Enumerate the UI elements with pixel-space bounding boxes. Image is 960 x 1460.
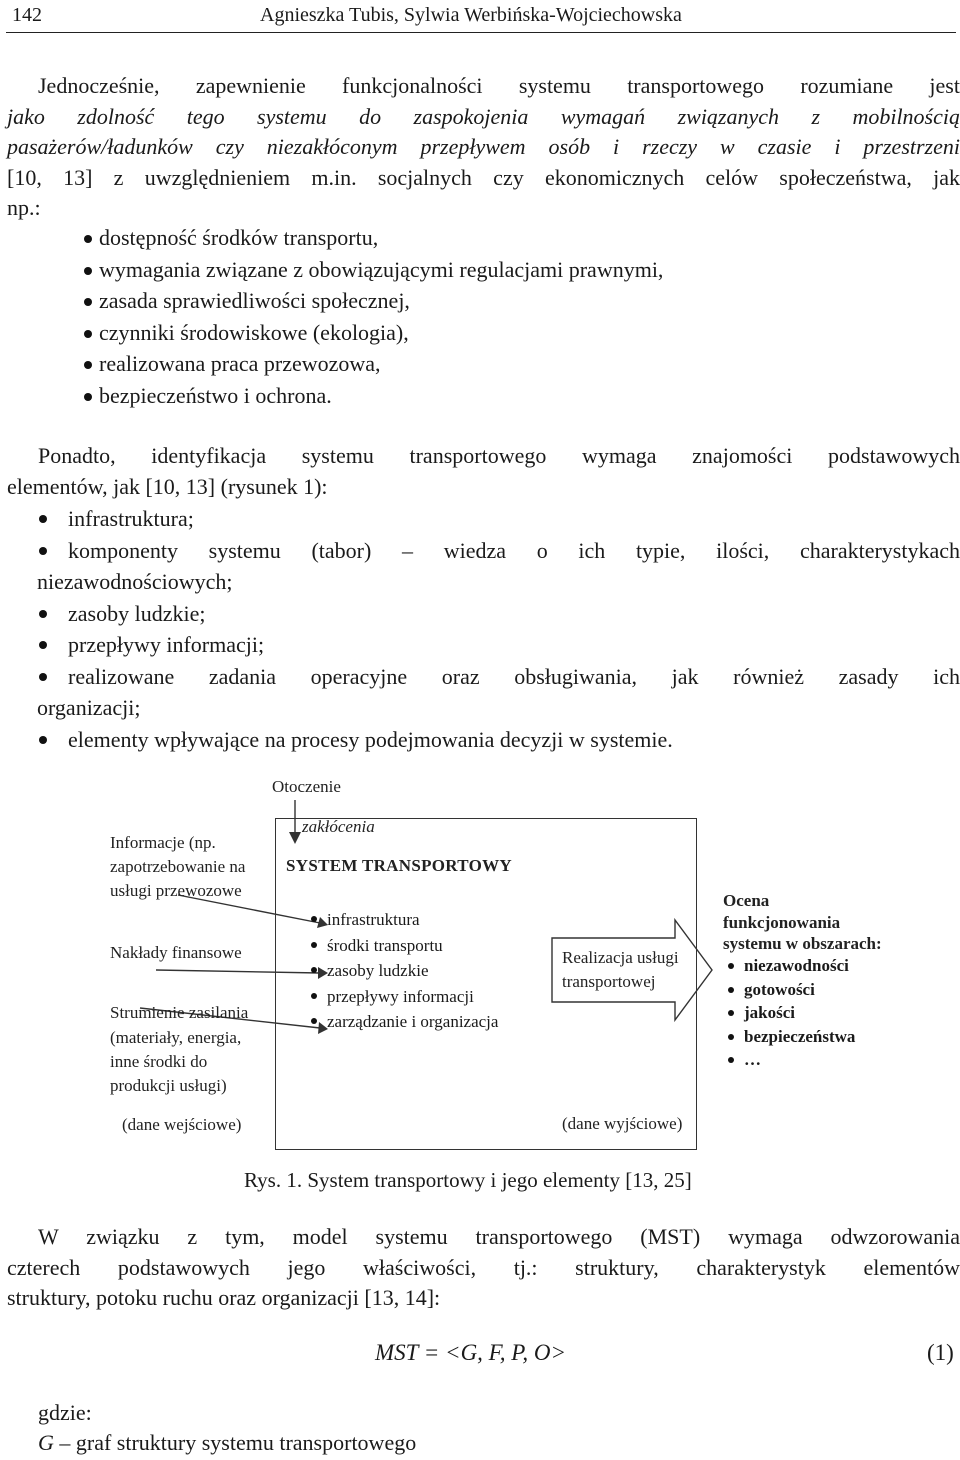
assessment-item: niezawodności (728, 954, 855, 978)
list-item (37, 629, 960, 661)
list-item: czynniki środowiskowe (ekologia), (84, 317, 663, 349)
assessment-title-line: funkcjonowania (723, 913, 841, 932)
input-info-line: zapotrzebowanie na (110, 857, 246, 876)
paragraph-2-line: Ponadto, identyfikacja systemu transportowego wymaga znajomości podstawowych (38, 443, 960, 468)
definition-symbol: G (38, 1430, 54, 1455)
list-item (37, 661, 960, 724)
list-item (37, 724, 960, 756)
assessment-title-line: systemu w obszarach: (723, 934, 882, 953)
environment-label: Otoczenie (272, 777, 341, 796)
elements-list (37, 503, 960, 755)
list-item: wymagania związane z obowiązującymi regulacjami prawnymi, (84, 254, 663, 286)
list-item-text: przepływy informacji; (68, 632, 265, 657)
list-item: realizowana praca przewozowa, (84, 348, 663, 380)
assessment-item: … (728, 1048, 855, 1072)
realization-label-line: transportowej (562, 972, 656, 991)
input-supply-line: inne środki do (110, 1052, 208, 1071)
figure-caption: Rys. 1. System transportowy i jego elementy [13, 25] (244, 1168, 692, 1192)
where-label: gdzie: (38, 1400, 92, 1425)
input-supply-line: Strumienie zasilania (110, 1003, 249, 1022)
assessment-item: gotowości (728, 978, 855, 1002)
running-header-authors: Agnieszka Tubis, Sylwia Werbińska-Wojciechowska (260, 4, 682, 26)
list-item-text: komponenty systemu (tabor) – wiedza o ich typie, ilości, charakterystykach (68, 537, 960, 563)
paragraph-2-line: elementów, jak [10, 13] (rysunek 1): (7, 473, 328, 499)
list-item-continuation: organizacji; (37, 695, 141, 720)
paragraph-1-line: [10, 13] z uwzględnieniem m.in. socjalnych czy ekonomicznych celów społeczeństwa, jak (7, 164, 960, 190)
system-item: zasoby ludzkie (311, 958, 498, 984)
header-rule (6, 32, 956, 33)
list-item (37, 535, 960, 598)
running-header (6, 0, 960, 36)
input-info-line: Informacje (np. (110, 833, 216, 852)
assessment-items (728, 954, 855, 1072)
realization-label-line: Realizacja usługi (562, 948, 679, 967)
list-item: dostępność środków transportu, (84, 222, 663, 254)
system-item: środki transportu (311, 933, 498, 959)
list-item-text: zasoby ludzkie; (68, 600, 206, 626)
formula: MST = <G, F, P, O> (375, 1340, 566, 1365)
paragraph-1-line: np.: (7, 195, 41, 220)
assessment-item: bezpieczeństwa (728, 1025, 855, 1049)
paragraph-1 (7, 71, 960, 224)
paragraph-3-line: W związku z tym, model systemu transportowego (MST) wymaga odwzorowania (38, 1224, 960, 1249)
transport-system-figure (100, 770, 900, 1150)
input-supply-line: (materiały, energia, (110, 1028, 242, 1047)
input-finance: Nakłady finansowe (110, 943, 242, 962)
list-item (37, 598, 960, 630)
assessment-title-line: Ocena (723, 891, 770, 910)
outputs-label: (dane wyjściowe) (562, 1114, 683, 1133)
system-item: infrastruktura (311, 907, 498, 933)
list-item: zasada sprawiedliwości społecznej, (84, 285, 663, 317)
equation-number: (1) (927, 1340, 954, 1365)
list-item-text: elementy wpływające na procesy podejmowania decyzji w systemie. (68, 726, 673, 752)
definition-g (38, 1430, 416, 1456)
list-item-text: realizowane zadania operacyjne oraz obsługiwania, jak również zasady ich (68, 663, 960, 689)
system-item: zarządzanie i organizacja (311, 1009, 498, 1035)
page-number: 142 (12, 4, 42, 26)
paragraph-1-line: Jednocześnie, zapewnienie funkcjonalności systemu transportowego rozumiane jest (38, 73, 960, 98)
system-items (311, 907, 498, 1035)
list-item: bezpieczeństwo i ochrona. (84, 380, 663, 412)
input-supply-line: produkcji usługi) (110, 1076, 227, 1095)
input-info-line: usługi przewozowe (110, 881, 242, 900)
paragraph-3 (7, 1222, 960, 1314)
paragraph-3-line: struktury, potoku ruchu oraz organizacji [13, 14]: (7, 1285, 441, 1310)
paragraph-1-line: jako zdolność tego systemu do zaspokojenia wymagań związanych z mobilnością (7, 103, 960, 129)
system-title: SYSTEM TRANSPORTOWY (286, 856, 512, 875)
paragraph-3-line: czterech podstawowych jego właściwości, tj.: struktury, charakterystyk elementów (7, 1254, 960, 1280)
inputs-label: (dane wejściowe) (122, 1115, 242, 1134)
system-item: przepływy informacji (311, 984, 498, 1010)
definition-text: – graf struktury systemu transportowego (53, 1430, 417, 1455)
disturbances-label: zakłócenia (302, 817, 375, 836)
paragraph-2 (7, 441, 960, 502)
assessment-item: jakości (728, 1001, 855, 1025)
list-item-text: infrastruktura; (68, 506, 194, 531)
paragraph-1-line: pasażerów/ładunków czy niezakłóconym przepływem osób i rzeczy w czasie i przestrzeni (7, 134, 960, 159)
list-item (37, 503, 960, 535)
list-item-continuation: niezawodnościowych; (37, 569, 233, 594)
requirements-list (84, 222, 663, 412)
